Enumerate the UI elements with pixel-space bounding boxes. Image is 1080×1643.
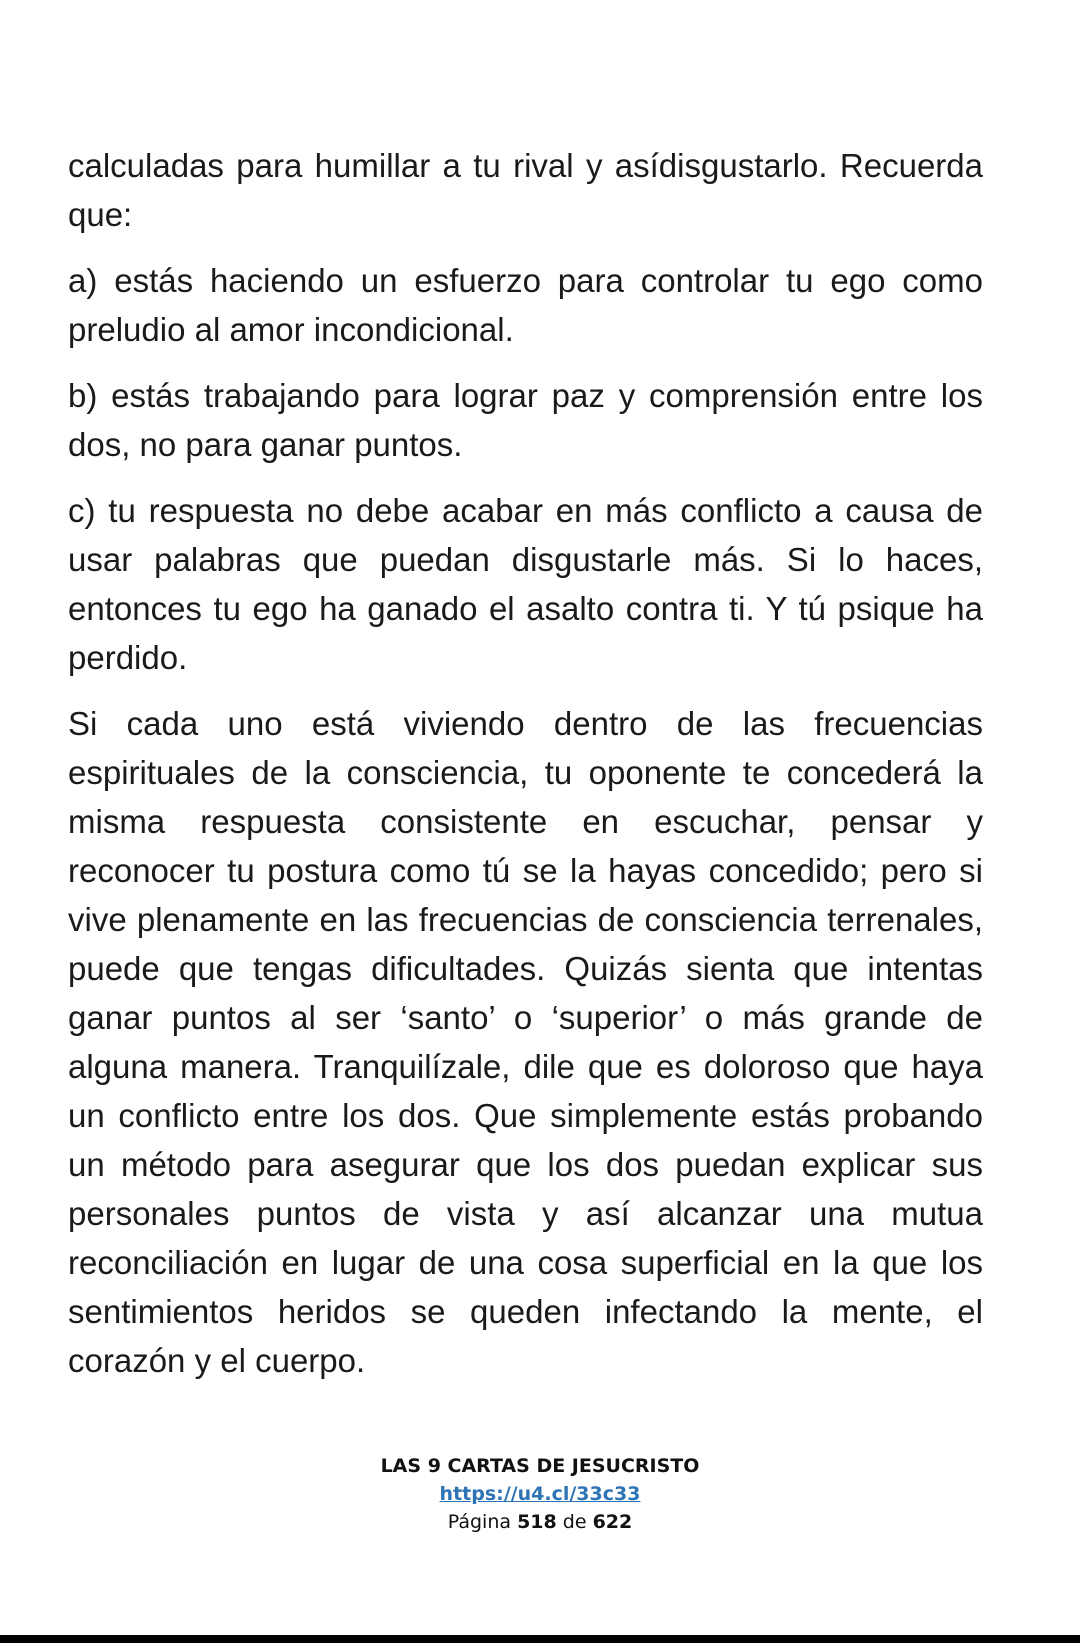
page-number: [0, 1508, 1080, 1536]
paragraph-3: b) estás trabajando para lograr paz y comprensión entre los dos, no para ganar puntos.: [68, 377, 983, 463]
page-body: [68, 141, 983, 1402]
page-separator: de: [562, 1511, 587, 1533]
paragraph-2: a) estás haciendo un esfuerzo para controlar tu ego como preludio al amor incondicional.: [68, 262, 983, 348]
page-current: 518: [517, 1511, 557, 1533]
paragraph-5: Si cada uno está viviendo dentro de las frecuencias espirituales de la consciencia, tu oponente te concederá la misma respuesta consistente en escuchar, pensar y reconocer tu postura como tú se la hayas concedido; pero si vive plenamente en las frecuencias de consciencia terrenales, puede que tengas dificultades. Quizás sienta que intentas ganar puntos al ser ‘santo’ o ‘superior’ o más grande de alguna manera. Tranquilízale, dile que es doloroso que haya un conflicto entre los dos. Que simplemente estás probando un método para asegurar que los dos puedan explicar sus personales puntos de vista y así alcanzar una mutua reconciliación en lugar de una cosa superficial en la que los sentimientos heridos se queden infectando la mente, el corazón y el cuerpo.: [68, 705, 983, 1379]
book-title: LAS 9 CARTAS DE JESUCRISTO: [380, 1455, 700, 1477]
page-prefix: Página: [447, 1511, 512, 1533]
paragraph-4: c) tu respuesta no debe acabar en más conflicto a causa de usar palabras que puedan disgustarle más. Si lo haces, entonces tu ego ha ganado el asalto contra ti. Y tú psique ha perdido.: [68, 492, 983, 676]
page-footer: [0, 1452, 1080, 1536]
footer-link[interactable]: https://u4.cl/33c33: [439, 1483, 641, 1505]
page-total: 622: [592, 1511, 633, 1533]
paragraph-1: calculadas para humillar a tu rival y asídisgustarlo. Recuerda que:: [68, 147, 983, 233]
bottom-border: [0, 1635, 1080, 1643]
